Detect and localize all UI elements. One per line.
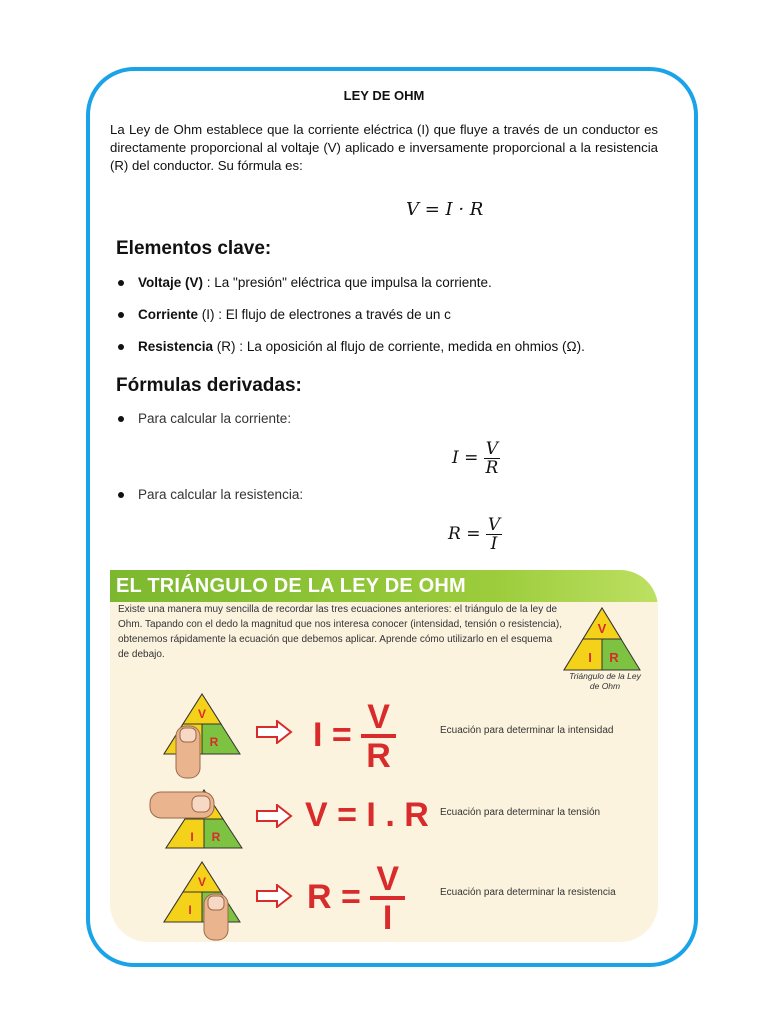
formula-current xyxy=(452,440,500,477)
triangle-cover-r-icon xyxy=(162,860,242,942)
infographic-header xyxy=(110,570,658,602)
svg-text:V: V xyxy=(197,707,207,721)
ohm-triangle-icon xyxy=(562,606,642,672)
fraction xyxy=(486,516,502,553)
numerator: V xyxy=(487,515,501,535)
list-item xyxy=(118,339,585,354)
arrow-right-icon xyxy=(255,720,293,744)
term-current-symbol: (I) xyxy=(198,307,215,322)
derived-item-current: Para calcular la corriente: xyxy=(138,411,292,426)
formula-resistance xyxy=(448,516,502,553)
list-item xyxy=(118,411,291,426)
denominator: R xyxy=(485,458,499,478)
triangle-label-i: I xyxy=(588,650,592,665)
svg-text:R: R xyxy=(209,735,219,749)
equation-description: Ecuación para determinar la resistencia xyxy=(440,887,616,898)
list-item xyxy=(118,275,492,290)
equation-voltage: V = I . R xyxy=(305,796,429,834)
term-resistance: Resistencia xyxy=(138,339,214,354)
main-formula: V = I · R xyxy=(406,199,484,220)
equation-description: Ecuación para determinar la tensión xyxy=(440,807,601,818)
derived-formulas-heading: Fórmulas derivadas: xyxy=(116,375,302,396)
denominator: I xyxy=(490,534,498,554)
arrow-right-icon xyxy=(255,804,293,828)
equation-description: Ecuación para determinar la intensidad xyxy=(440,725,614,736)
eq-denominator: R xyxy=(366,737,391,775)
term-resistance-symbol: (R) xyxy=(213,339,236,354)
desc-current: El flujo de electrones a través de un c xyxy=(225,307,451,322)
list-item xyxy=(118,307,451,322)
svg-text:I: I xyxy=(190,830,194,844)
triangle-label-v: V xyxy=(597,621,607,636)
infographic-text: Existe una manera muy sencilla de recordar las tres ecuaciones anteriores: el triángulo de la ley de Ohm. Tapando con el dedo la magnitud que nos interesa conocer (intensidad, tensión o resistencia), obtenemos rápidamente la ecuación que debemos aplicar. Aprende cómo utilizarlo en el esquema de debajo. xyxy=(118,604,562,660)
equation-intensity xyxy=(313,700,396,774)
desc-voltage: La "presión" eléctrica que impulsa la corriente. xyxy=(214,275,492,290)
formula-lhs: R = xyxy=(448,524,481,544)
eq-denominator: I xyxy=(382,899,393,937)
intro-paragraph: La Ley de Ohm establece que la corriente eléctrica (I) que fluye a través de un conductor es directamente proporcional al voltaje (V) aplicado e inversamente proporcional a la resistencia (R) del conductor. Su fórmula es: xyxy=(110,122,658,173)
svg-text:R: R xyxy=(211,830,221,844)
eq-lhs: I = xyxy=(313,715,352,754)
arrow-right-icon xyxy=(255,884,293,908)
eq-fraction xyxy=(361,700,396,774)
bullet-icon xyxy=(118,280,124,286)
ohm-triangle-infographic xyxy=(110,570,658,942)
triangle-label-r: R xyxy=(609,650,619,665)
bullet-icon xyxy=(118,312,124,318)
separator: : xyxy=(235,339,247,354)
desc-resistance: La oposición al flujo de corriente, medida en ohmios (Ω). xyxy=(246,339,585,354)
bullet-icon xyxy=(118,344,124,350)
bullet-icon xyxy=(118,492,124,498)
eq-numerator: V xyxy=(370,862,405,900)
list-item xyxy=(118,487,303,502)
term-current: Corriente xyxy=(138,307,199,322)
separator: : xyxy=(203,275,215,290)
equation-resistance xyxy=(307,862,405,936)
triangle-caption: Triángulo de la Ley de Ohm xyxy=(569,671,641,691)
formula-lhs: I = xyxy=(452,448,479,468)
key-elements-heading: Elementos clave: xyxy=(116,238,272,259)
page-title: LEY DE OHM xyxy=(343,88,425,103)
eq-lhs: R = xyxy=(307,877,361,916)
eq-fraction xyxy=(370,862,405,936)
svg-text:I: I xyxy=(188,903,192,917)
infographic-title: EL TRIÁNGULO DE LA LEY DE OHM xyxy=(116,575,466,597)
term-voltage: Voltaje (V) xyxy=(138,275,204,290)
eq-numerator: V xyxy=(361,700,396,738)
numerator: V xyxy=(485,439,499,459)
separator: : xyxy=(214,307,226,322)
triangle-cover-v-icon xyxy=(162,692,242,782)
triangle-cover-i-r-icon xyxy=(148,788,244,850)
svg-text:V: V xyxy=(197,875,207,889)
fraction xyxy=(484,440,500,477)
derived-item-resistance: Para calcular la resistencia: xyxy=(138,487,304,502)
bullet-icon xyxy=(118,416,124,422)
